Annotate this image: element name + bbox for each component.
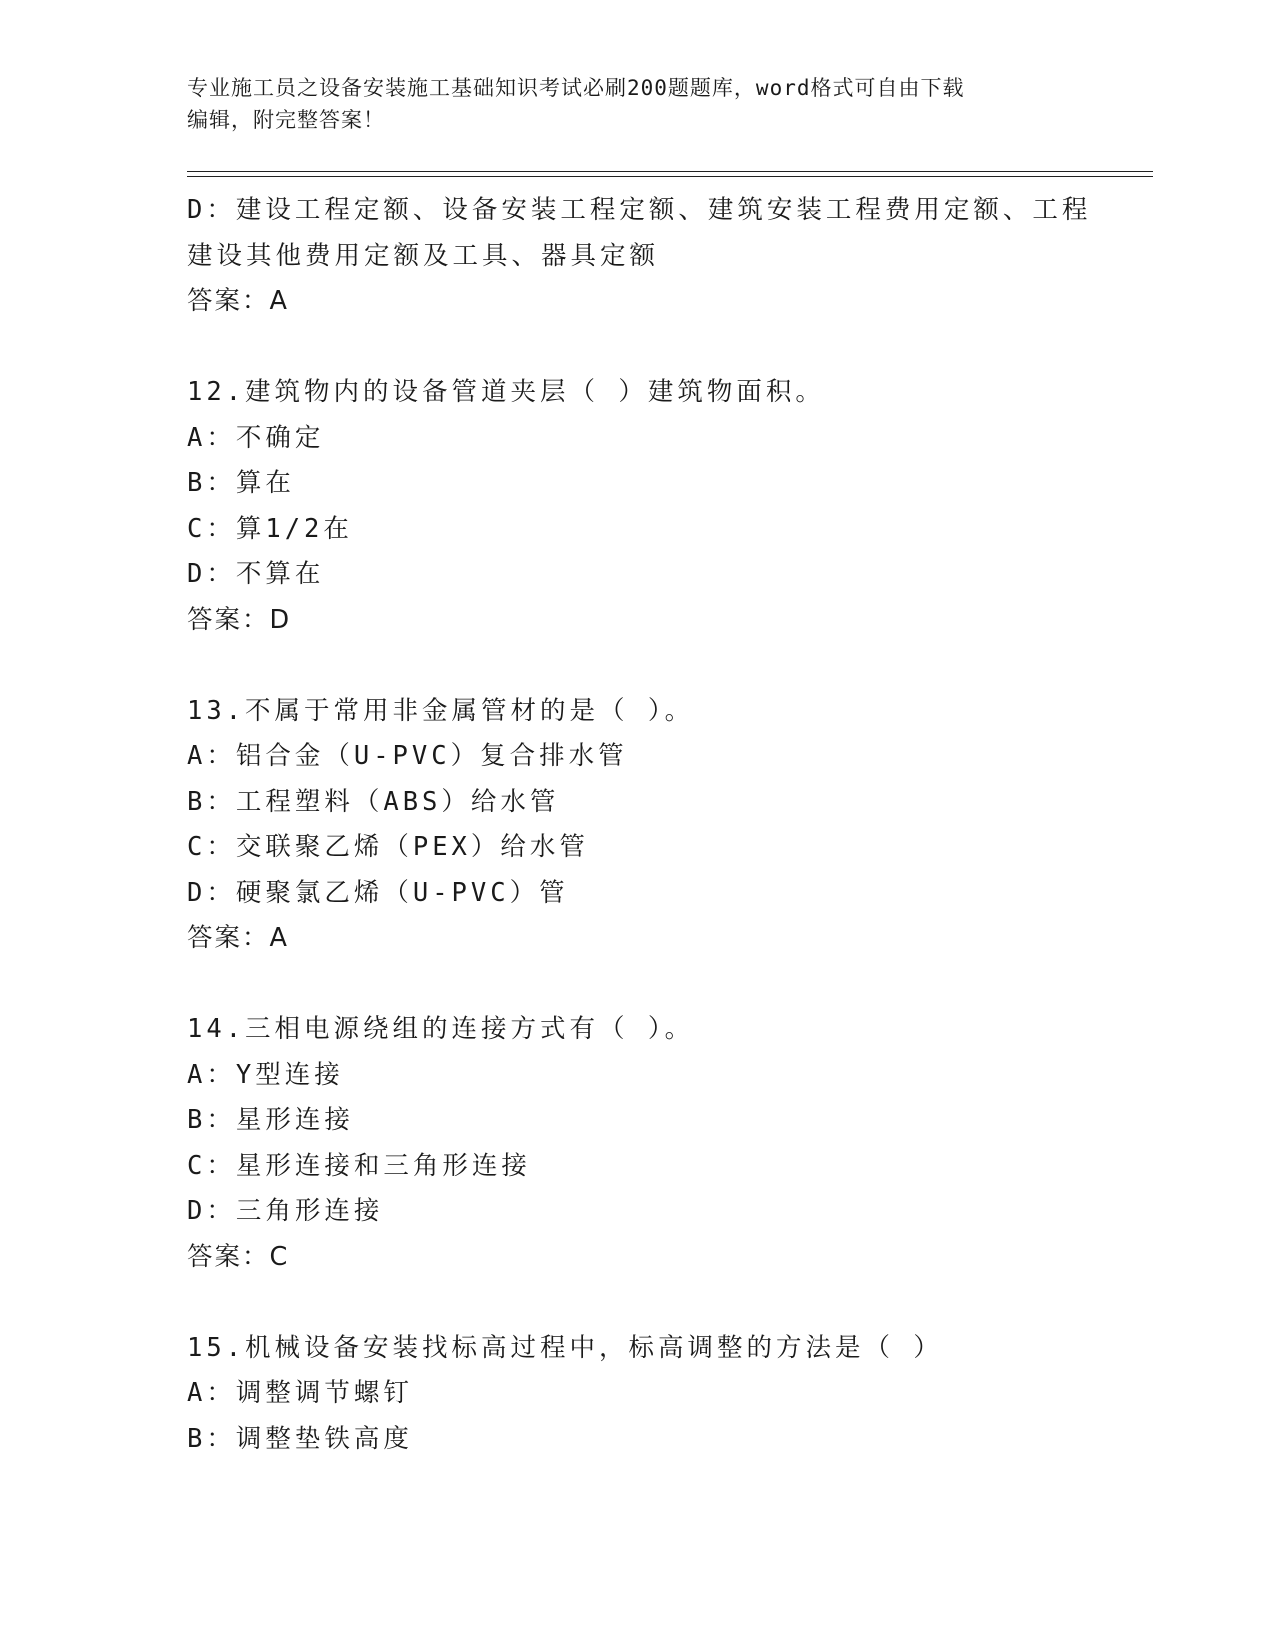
option-a: A：铝合金（U-PVC）复合排水管: [187, 741, 628, 771]
option-a: A：不确定: [187, 422, 325, 453]
option-b: B：工程塑料（ABS）给水管: [187, 786, 560, 817]
option-a: A：Y型连接: [187, 1059, 344, 1090]
question-13: [187, 689, 1087, 962]
option-c: C：交联聚乙烯（PEX）给水管: [187, 832, 589, 862]
header-line-1: 专业施工员之设备安装施工基础知识考试必刷200题题库，word格式可自由下载: [187, 76, 965, 100]
option-d: D：硬聚氯乙烯（U-PVC）管: [187, 877, 569, 908]
option-d: D：建设工程定额、设备安装工程定额、建筑安装工程费用定额、工程: [187, 195, 1092, 225]
answer: 答案：A: [187, 286, 289, 316]
question-list: [187, 188, 1092, 1462]
question-11: [187, 188, 1092, 325]
option-c: C：算1/2在: [187, 513, 353, 544]
header-rule-top: [187, 171, 1153, 172]
option-d-continued: 建设其他费用定额及工具、器具定额: [187, 240, 660, 271]
question-14: [187, 1007, 1087, 1280]
question-stem: 13.不属于常用非金属管材的是（ ）。: [187, 695, 695, 726]
option-d: D：不算在: [187, 559, 325, 589]
question-12: [187, 370, 1087, 643]
question-stem: 12.建筑物内的设备管道夹层（ ）建筑物面积。: [187, 377, 825, 407]
option-c: C：星形连接和三角形连接: [187, 1150, 531, 1181]
header-rule-bottom: [187, 176, 1153, 177]
option-b: B：调整垫铁高度: [187, 1423, 413, 1454]
option-b: B：星形连接: [187, 1105, 354, 1135]
option-d: D：三角形连接: [187, 1196, 384, 1226]
document-header: [187, 72, 1067, 136]
header-line-2: 编辑，附完整答案！: [187, 108, 385, 132]
question-stem: 15.机械设备安装找标高过程中，标高调整的方法是（ ）: [187, 1332, 943, 1363]
option-a: A：调整调节螺钉: [187, 1378, 413, 1408]
answer: 答案：C: [187, 1241, 290, 1272]
answer: 答案：D: [187, 604, 292, 635]
option-b: B：算在: [187, 468, 295, 498]
question-stem: 14.三相电源绕组的连接方式有（ ）。: [187, 1014, 695, 1044]
answer: 答案：A: [187, 923, 289, 953]
question-15: [187, 1326, 1087, 1463]
